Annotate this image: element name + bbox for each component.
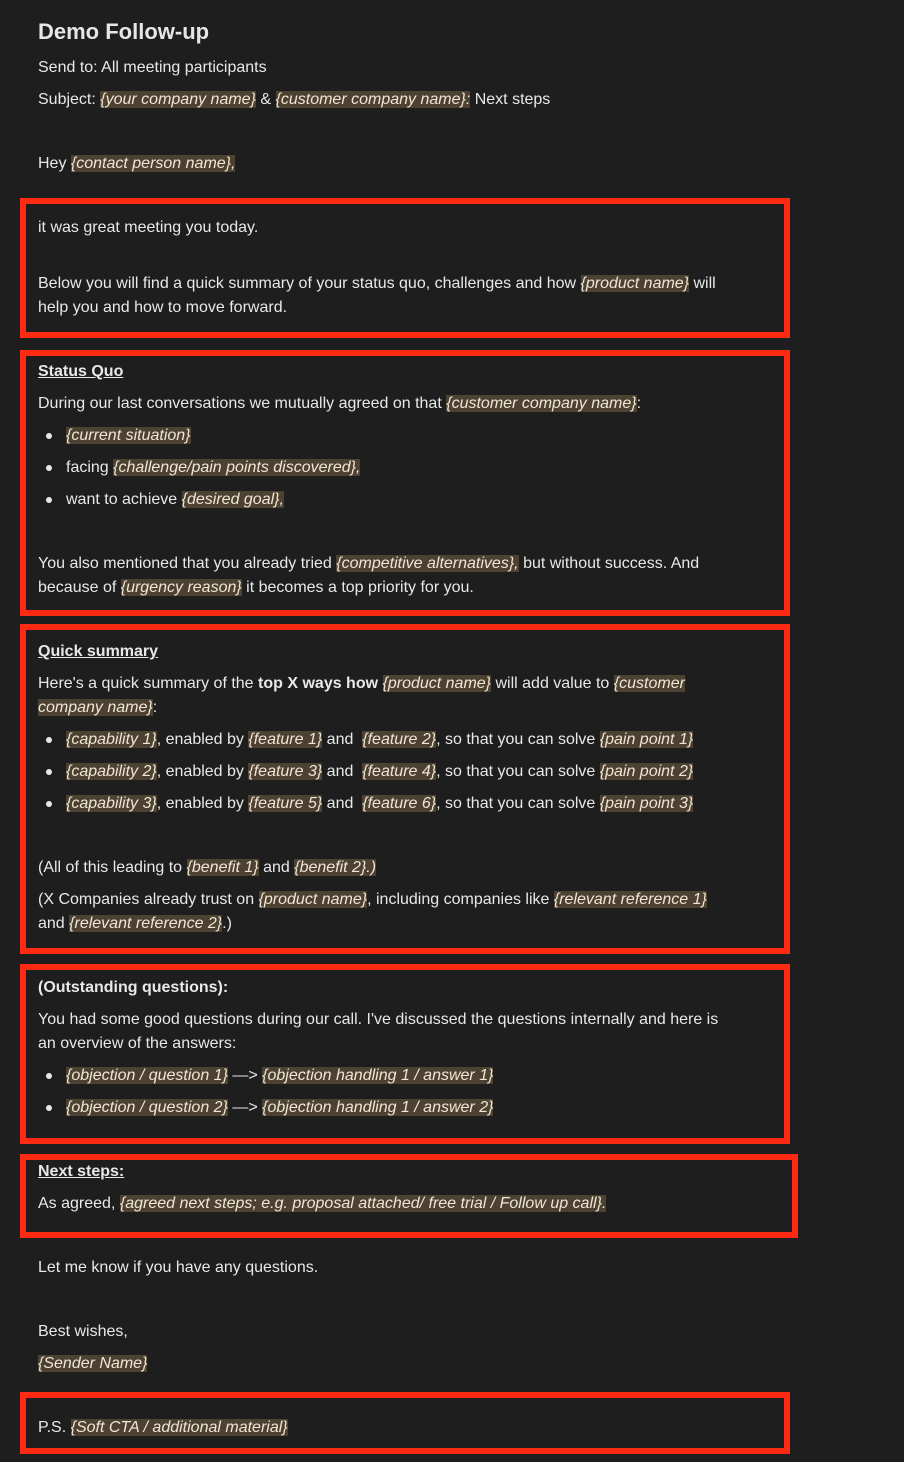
cap-and: and <box>326 731 354 748</box>
placeholder-product-name: {product name} <box>580 275 690 292</box>
status-quo-intro-text: During our last conversations we mutually agreed on that <box>38 395 442 412</box>
next-steps-heading: Next steps: <box>38 1163 125 1180</box>
placeholder-company-name: company name} <box>38 699 153 716</box>
cap-and: and <box>326 763 354 780</box>
placeholder-feature: {feature 4} <box>362 763 437 780</box>
question-item <box>66 1064 493 1088</box>
intro-line-2 <box>38 272 716 296</box>
status-quo-para-line-2 <box>38 576 474 600</box>
placeholder-pain-point: {pain point 1} <box>599 731 694 748</box>
status-quo-bullet-2 <box>66 456 360 480</box>
placeholder-answer: {objection handling 1 / answer 2} <box>262 1099 494 1116</box>
placeholder-objection: {objection / question 1} <box>66 1067 228 1084</box>
arrow-text: —> <box>232 1099 258 1116</box>
intro-text-will: will <box>693 275 716 292</box>
placeholder-contact-person: {contact person name}, <box>70 155 236 172</box>
placeholder-feature: {feature 2} <box>362 731 437 748</box>
cap-text: , so that you can solve <box>436 795 596 812</box>
placeholder-your-company: {your company name} <box>100 91 256 108</box>
status-quo-heading: Status Quo <box>38 363 124 380</box>
status-quo-intro <box>38 392 641 416</box>
benefit-text: (All of this leading to <box>38 859 183 876</box>
closing-wishes: Best wishes, <box>38 1323 128 1340</box>
sender-line <box>38 1352 147 1376</box>
bullet-dot <box>46 465 52 471</box>
para-text: You also mentioned that you already tried <box>38 555 332 572</box>
subject-tail: Next steps <box>474 91 551 108</box>
bullet-dot <box>46 1105 52 1111</box>
questions-line-1: You had some good questions during our call. I've discussed the questions internally and here is <box>38 1011 719 1028</box>
status-quo-colon: : <box>636 395 642 412</box>
bullet-prefix: facing <box>66 459 109 476</box>
bullet-dot <box>46 769 52 775</box>
bullet-prefix: want to achieve <box>66 491 178 508</box>
placeholder-customer: {customer <box>613 675 685 692</box>
placeholder-reference: {relevant reference 2} <box>69 915 223 932</box>
bullet-dot <box>46 801 52 807</box>
greeting <box>38 152 235 176</box>
status-quo-bullet-3 <box>66 488 284 512</box>
intro-text: Below you will find a quick summary of your status quo, challenges and how <box>38 275 577 292</box>
placeholder-feature: {feature 5} <box>248 795 323 812</box>
ps-line <box>38 1416 288 1440</box>
capability-item <box>66 760 693 784</box>
trust-line-1 <box>38 888 707 912</box>
para-text: but without success. And <box>523 555 700 572</box>
intro-line-3: help you and how to move forward. <box>38 299 288 316</box>
question-item <box>66 1096 493 1120</box>
intro-line-1: it was great meeting you today. <box>38 219 259 236</box>
capability-item <box>66 792 693 816</box>
qs-bold-text: top X ways how <box>258 675 379 692</box>
placeholder-customer-company: {customer company name}: <box>275 91 471 108</box>
placeholder-objection: {objection / question 2} <box>66 1099 228 1116</box>
status-quo-bullet-1 <box>66 424 191 448</box>
cap-text: , enabled by <box>156 795 244 812</box>
cap-text: , enabled by <box>156 731 244 748</box>
bullet-dot <box>46 1073 52 1079</box>
placeholder-pain-points: {challenge/pain points discovered}, <box>113 459 361 476</box>
trust-line-2 <box>38 912 232 936</box>
trust-text: and <box>38 915 65 932</box>
qs-colon: : <box>152 699 158 716</box>
cap-and: and <box>326 795 354 812</box>
subject-line <box>38 88 550 112</box>
quick-summary-line-2 <box>38 696 157 720</box>
placeholder-current-situation: {current situation} <box>66 427 191 444</box>
placeholder-competitive-alternatives: {competitive alternatives}, <box>336 555 519 572</box>
cap-text: , so that you can solve <box>436 731 596 748</box>
placeholder-answer: {objection handling 1 / answer 1} <box>262 1067 494 1084</box>
page-title: Demo Follow-up <box>38 19 210 44</box>
placeholder-product-name: {product name} <box>258 891 368 908</box>
placeholder-desired-goal: {desired goal}, <box>181 491 284 508</box>
status-quo-para-line-1 <box>38 552 699 576</box>
para-text: because of <box>38 579 117 596</box>
placeholder-urgency-reason: {urgency reason} <box>120 579 242 596</box>
closing-questions: Let me know if you have any questions. <box>38 1259 319 1276</box>
next-steps-text: As agreed, <box>38 1195 116 1212</box>
capability-item <box>66 728 693 752</box>
ps-text: P.S. <box>38 1419 67 1436</box>
questions-heading: (Outstanding questions): <box>38 979 229 996</box>
next-steps-line <box>38 1192 606 1216</box>
cap-text: , so that you can solve <box>436 763 596 780</box>
trust-text: .) <box>222 915 232 932</box>
placeholder-next-steps: {agreed next steps; e.g. proposal attached/ free trial / Follow up call}. <box>119 1195 607 1212</box>
benefit-line <box>38 856 376 880</box>
arrow-text: —> <box>232 1067 258 1084</box>
subject-amp: & <box>260 91 272 108</box>
bullet-dot <box>46 433 52 439</box>
placeholder-benefit: {benefit 1} <box>186 859 259 876</box>
placeholder-reference: {relevant reference 1} <box>553 891 707 908</box>
subject-label: Subject: <box>38 91 96 108</box>
placeholder-benefit: {benefit 2}.) <box>294 859 377 876</box>
trust-text: (X Companies already trust on <box>38 891 255 908</box>
qs-text: will add value to <box>495 675 610 692</box>
placeholder-capability: {capability 1} <box>66 731 157 748</box>
qs-text: Here's a quick summary of the <box>38 675 254 692</box>
placeholder-feature: {feature 3} <box>248 763 323 780</box>
placeholder-feature: {feature 1} <box>248 731 323 748</box>
placeholder-capability: {capability 3} <box>66 795 157 812</box>
quick-summary-heading: Quick summary <box>38 643 159 660</box>
placeholder-capability: {capability 2} <box>66 763 157 780</box>
bullet-dot <box>46 497 52 503</box>
bullet-dot <box>46 737 52 743</box>
placeholder-sender-name: {Sender Name} <box>38 1355 148 1372</box>
placeholder-soft-cta: {Soft CTA / additional material} <box>70 1419 288 1436</box>
para-text: it becomes a top priority for you. <box>246 579 474 596</box>
cap-text: , enabled by <box>156 763 244 780</box>
placeholder-pain-point: {pain point 2} <box>599 763 694 780</box>
trust-text: , including companies like <box>367 891 550 908</box>
placeholder-feature: {feature 6} <box>362 795 437 812</box>
quick-summary-line-1 <box>38 672 685 696</box>
questions-line-2: an overview of the answers: <box>38 1035 237 1052</box>
send-to: Send to: All meeting participants <box>38 59 267 76</box>
placeholder-customer-company-name: {customer company name} <box>446 395 637 412</box>
benefit-and: and <box>263 859 290 876</box>
placeholder-pain-point: {pain point 3} <box>599 795 694 812</box>
placeholder-product-name: {product name} <box>382 675 492 692</box>
greeting-prefix: Hey <box>38 155 67 172</box>
